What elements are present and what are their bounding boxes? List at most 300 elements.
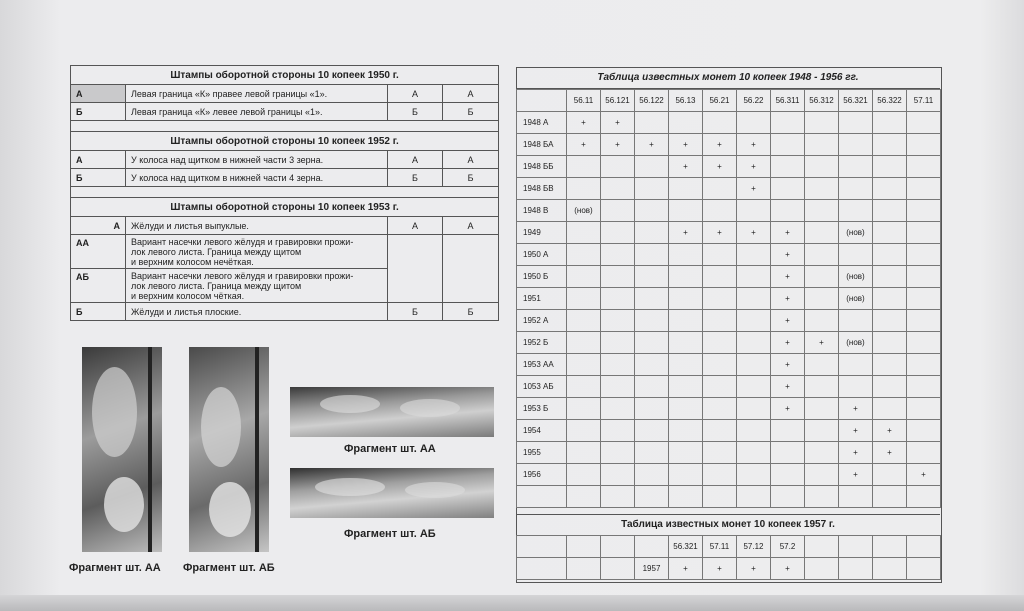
table-cell	[839, 310, 873, 332]
table-cell: +	[703, 222, 737, 244]
table-cell	[907, 398, 941, 420]
table-row	[517, 244, 941, 266]
table-cell	[839, 134, 873, 156]
table-cell	[839, 376, 873, 398]
table-cell: +	[669, 156, 703, 178]
table-cell: (нов)	[839, 266, 873, 288]
table-cell	[601, 266, 635, 288]
table-cell: +	[703, 156, 737, 178]
table-cell	[839, 244, 873, 266]
table-cell	[907, 332, 941, 354]
table-cell	[771, 420, 805, 442]
empty-row	[517, 486, 941, 508]
table-cell	[601, 244, 635, 266]
table-cell	[873, 112, 907, 134]
table-row	[71, 85, 499, 103]
table-cell	[635, 288, 669, 310]
section-1953-header	[71, 198, 499, 217]
known-coins-table	[516, 89, 941, 508]
table-cell	[567, 156, 601, 178]
table-cell: (нов)	[839, 288, 873, 310]
table-cell	[635, 310, 669, 332]
table-cell	[805, 200, 839, 222]
table-row	[71, 151, 499, 169]
table-cell: +	[839, 398, 873, 420]
table-cell	[805, 112, 839, 134]
table-row	[71, 235, 499, 269]
table-cell	[805, 222, 839, 244]
table-row	[517, 354, 941, 376]
die-value: Б	[388, 169, 443, 187]
table-row	[517, 442, 941, 464]
table-cell: +	[907, 464, 941, 486]
column-header: 56.312	[805, 90, 839, 112]
die-value: А	[443, 85, 499, 103]
table-cell: +	[771, 266, 805, 288]
table-cell: +	[703, 558, 737, 580]
column-header: 56.122	[635, 90, 669, 112]
column-header: 56.121	[601, 90, 635, 112]
table-cell	[907, 376, 941, 398]
table-cell	[805, 464, 839, 486]
table-cell	[703, 398, 737, 420]
table-cell: +	[737, 558, 771, 580]
year-cell: 1949	[517, 222, 567, 244]
table-row	[517, 134, 941, 156]
table-cell	[703, 464, 737, 486]
table-cell	[737, 266, 771, 288]
die-value: Б	[443, 303, 499, 321]
table-cell	[567, 464, 601, 486]
table-cell	[873, 332, 907, 354]
table-cell	[907, 442, 941, 464]
table-cell	[601, 288, 635, 310]
table-cell	[601, 442, 635, 464]
die-description	[126, 235, 388, 269]
table-cell	[907, 134, 941, 156]
table-cell	[601, 156, 635, 178]
table-row	[517, 112, 941, 134]
table-cell	[669, 442, 703, 464]
fragment-aa-photo	[82, 347, 162, 552]
table-cell	[873, 222, 907, 244]
table-cell: (нов)	[567, 200, 601, 222]
table-cell: +	[839, 464, 873, 486]
table-cell	[635, 420, 669, 442]
table-cell	[907, 310, 941, 332]
table-cell	[737, 442, 771, 464]
table-cell: +	[737, 156, 771, 178]
table-cell: +	[873, 442, 907, 464]
table-cell: +	[771, 376, 805, 398]
table-cell	[737, 332, 771, 354]
year-cell: 1955	[517, 442, 567, 464]
table-cell: +	[567, 134, 601, 156]
die-description: Жёлуди и листья плоские.	[126, 303, 388, 321]
table-cell	[567, 310, 601, 332]
table-cell	[703, 244, 737, 266]
table-cell	[703, 376, 737, 398]
section-title: Штампы оборотной стороны 10 копеек 1953 г.	[71, 198, 499, 217]
table-cell	[873, 200, 907, 222]
die-code: Б	[71, 303, 126, 321]
page-bottom-edge	[0, 595, 1024, 611]
column-header: 56.11	[567, 90, 601, 112]
die-value: Б	[388, 303, 443, 321]
table-cell	[635, 464, 669, 486]
column-header: 56.322	[873, 90, 907, 112]
table-cell	[669, 288, 703, 310]
table-cell	[635, 398, 669, 420]
table-cell: +	[771, 332, 805, 354]
column-header: 56.321	[669, 536, 703, 558]
corner-cell	[517, 90, 567, 112]
table-cell	[601, 310, 635, 332]
table-row	[517, 178, 941, 200]
table-cell: (нов)	[839, 222, 873, 244]
table-cell	[771, 134, 805, 156]
table-cell: +	[635, 134, 669, 156]
year-cell: 1952 Б	[517, 332, 567, 354]
table-cell	[669, 310, 703, 332]
die-value: А	[388, 217, 443, 235]
table-cell	[703, 332, 737, 354]
table-cell: +	[567, 112, 601, 134]
table-cell	[669, 112, 703, 134]
table-cell	[873, 134, 907, 156]
table-row	[517, 376, 941, 398]
table-cell	[669, 464, 703, 486]
die-value: А	[443, 151, 499, 169]
die-description: У колоса над щитком в нижней части 4 зерна.	[126, 169, 388, 187]
table-cell	[737, 310, 771, 332]
year-cell: 1950 А	[517, 244, 567, 266]
table-row	[517, 288, 941, 310]
table-cell	[907, 420, 941, 442]
table-cell: +	[601, 112, 635, 134]
coins-1957-title: Таблица известных монет 10 копеек 1957 г.	[516, 514, 940, 536]
table-cell: +	[737, 178, 771, 200]
table-cell	[805, 442, 839, 464]
fragment-ab-photo	[189, 347, 269, 552]
description-line: Вариант насечки левого жёлудя и гравировки прожи-	[131, 236, 354, 247]
year-cell: 1948 БА	[517, 134, 567, 156]
column-header: 56.22	[737, 90, 771, 112]
column-header: 56.21	[703, 90, 737, 112]
table-cell	[669, 420, 703, 442]
table-cell	[601, 376, 635, 398]
table-cell	[635, 222, 669, 244]
table-cell	[805, 288, 839, 310]
section-title: Штампы оборотной стороны 10 копеек 1952 г.	[71, 132, 499, 151]
table-cell	[873, 178, 907, 200]
table-cell: +	[669, 222, 703, 244]
table-cell: +	[771, 398, 805, 420]
year-cell: 1948 В	[517, 200, 567, 222]
coins-1957-table	[516, 535, 941, 580]
table-cell	[873, 156, 907, 178]
table-cell	[567, 398, 601, 420]
table-cell	[907, 222, 941, 244]
table-cell	[635, 266, 669, 288]
table-cell	[805, 376, 839, 398]
die-varieties-table	[70, 65, 499, 321]
table-cell: (нов)	[839, 332, 873, 354]
table-cell	[669, 398, 703, 420]
table-cell	[839, 156, 873, 178]
die-value: А	[443, 217, 499, 235]
table-cell	[635, 332, 669, 354]
column-header: 56.13	[669, 90, 703, 112]
table-cell	[873, 244, 907, 266]
table-cell	[805, 244, 839, 266]
year-cell: 1053 АБ	[517, 376, 567, 398]
table-cell	[907, 156, 941, 178]
table-cell	[669, 354, 703, 376]
table-cell: +	[873, 420, 907, 442]
description-line: Вариант насечки левого жёлудя и гравировки прожи-	[131, 270, 354, 281]
die-description: У колоса над щитком в нижней части 3 зерна.	[126, 151, 388, 169]
table-cell	[567, 332, 601, 354]
caption-fragment-aa-strip: Фрагмент шт. АА	[344, 443, 436, 455]
table-cell: +	[771, 310, 805, 332]
table-cell	[635, 354, 669, 376]
table-cell: +	[771, 222, 805, 244]
year-cell: 1948 А	[517, 112, 567, 134]
table-cell	[703, 112, 737, 134]
table-cell	[907, 178, 941, 200]
table-cell	[771, 442, 805, 464]
table-cell	[601, 398, 635, 420]
table-cell	[907, 354, 941, 376]
table-cell	[635, 156, 669, 178]
year-cell: 1948 ББ	[517, 156, 567, 178]
caption-fragment-ab-strip: Фрагмент шт. АБ	[344, 528, 436, 540]
table-cell	[601, 332, 635, 354]
die-code: АА	[71, 235, 126, 269]
table-cell	[839, 354, 873, 376]
table-cell: +	[839, 442, 873, 464]
table-cell	[737, 354, 771, 376]
die-value: А	[388, 151, 443, 169]
table-cell	[669, 200, 703, 222]
table-row	[71, 303, 499, 321]
year-cell: 1953 Б	[517, 398, 567, 420]
table-cell	[703, 442, 737, 464]
table-cell	[567, 288, 601, 310]
table-cell	[601, 200, 635, 222]
caption-fragment-aa: Фрагмент шт. АА	[69, 562, 161, 574]
table-cell: +	[771, 558, 805, 580]
table-cell	[703, 310, 737, 332]
table-cell	[907, 244, 941, 266]
year-cell: 1957	[635, 558, 669, 580]
table-cell	[567, 376, 601, 398]
die-description	[126, 269, 388, 303]
table-cell	[669, 332, 703, 354]
fragment-aa-strip-photo	[290, 387, 494, 437]
column-header: 57.12	[737, 536, 771, 558]
table-cell	[703, 354, 737, 376]
table-cell	[805, 398, 839, 420]
year-cell: 1948 БВ	[517, 178, 567, 200]
table-cell: +	[737, 222, 771, 244]
table-row	[71, 103, 499, 121]
table-row	[517, 310, 941, 332]
caption-fragment-ab: Фрагмент шт. АБ	[183, 562, 275, 574]
description-line: и верхним колосом чёткая.	[131, 290, 245, 301]
table-cell: +	[703, 134, 737, 156]
die-description: Жёлуди и листья выпуклые.	[126, 217, 388, 235]
table-cell	[567, 266, 601, 288]
table-cell	[737, 464, 771, 486]
die-description: Левая граница «К» правее левой границы «1».	[126, 85, 388, 103]
table-row	[71, 217, 499, 235]
year-cell: 1952 А	[517, 310, 567, 332]
table-cell	[771, 464, 805, 486]
column-header: 56.311	[771, 90, 805, 112]
table-cell	[567, 244, 601, 266]
table-cell: +	[669, 558, 703, 580]
table-cell	[771, 156, 805, 178]
year-cell: 1953 АА	[517, 354, 567, 376]
table-cell	[669, 266, 703, 288]
table-cell: +	[737, 134, 771, 156]
table-cell	[635, 112, 669, 134]
table-cell	[805, 178, 839, 200]
description-line: лок левого листа. Граница между щитом	[131, 246, 302, 257]
table-cell	[873, 288, 907, 310]
table-cell	[703, 200, 737, 222]
table-cell	[703, 288, 737, 310]
table-row	[517, 464, 941, 486]
table-cell	[907, 200, 941, 222]
table-cell: +	[771, 244, 805, 266]
table-cell	[873, 376, 907, 398]
table-cell	[635, 442, 669, 464]
table-cell	[873, 398, 907, 420]
table-cell	[601, 420, 635, 442]
table-cell	[635, 200, 669, 222]
table-cell: +	[771, 354, 805, 376]
table-cell	[601, 222, 635, 244]
die-code: А	[71, 217, 126, 235]
table-cell: +	[601, 134, 635, 156]
year-cell: 1950 Б	[517, 266, 567, 288]
table-cell	[737, 112, 771, 134]
table-cell	[805, 310, 839, 332]
die-code: А	[71, 151, 126, 169]
table-row	[517, 222, 941, 244]
die-code: Б	[71, 103, 126, 121]
table-header-row	[517, 90, 941, 112]
table-row	[517, 398, 941, 420]
table-cell	[873, 354, 907, 376]
table-row	[517, 200, 941, 222]
table-header-row	[517, 536, 941, 558]
die-code: АБ	[71, 269, 126, 303]
table-row	[71, 269, 499, 303]
die-code: А	[71, 85, 126, 103]
die-value: Б	[443, 103, 499, 121]
table-cell: +	[669, 134, 703, 156]
die-value: Б	[388, 103, 443, 121]
table-cell	[737, 200, 771, 222]
table-cell	[805, 134, 839, 156]
table-cell	[737, 244, 771, 266]
table-cell	[873, 266, 907, 288]
table-cell	[635, 244, 669, 266]
table-cell	[669, 244, 703, 266]
table-row	[517, 156, 941, 178]
table-cell	[669, 376, 703, 398]
table-cell	[873, 310, 907, 332]
table-cell: +	[805, 332, 839, 354]
table-cell	[771, 112, 805, 134]
section-title: Штампы оборотной стороны 10 копеек 1950 г.	[71, 66, 499, 85]
table-cell	[703, 266, 737, 288]
table-cell	[635, 376, 669, 398]
die-value: А	[388, 85, 443, 103]
table-cell	[907, 288, 941, 310]
table-cell	[737, 288, 771, 310]
table-cell	[907, 266, 941, 288]
table-cell: +	[771, 288, 805, 310]
table-row	[517, 332, 941, 354]
table-cell	[567, 178, 601, 200]
description-line: и верхним колосом нечёткая.	[131, 256, 254, 267]
die-value: Б	[443, 169, 499, 187]
year-cell: 1956	[517, 464, 567, 486]
table-cell	[771, 200, 805, 222]
table-cell	[737, 376, 771, 398]
table-cell	[635, 178, 669, 200]
table-cell	[805, 266, 839, 288]
table-cell	[601, 464, 635, 486]
table-cell	[703, 178, 737, 200]
column-header: 56.321	[839, 90, 873, 112]
description-line: лок левого листа. Граница между щитом	[131, 280, 302, 291]
fragment-ab-strip-photo	[290, 468, 494, 518]
column-header: 57.2	[771, 536, 805, 558]
table-cell: +	[839, 420, 873, 442]
table-cell	[567, 222, 601, 244]
table-row	[71, 169, 499, 187]
section-1950-header	[71, 66, 499, 85]
year-cell: 1954	[517, 420, 567, 442]
table-cell	[567, 442, 601, 464]
table-cell	[703, 420, 737, 442]
table-cell	[737, 398, 771, 420]
table-cell	[907, 112, 941, 134]
table-cell	[805, 420, 839, 442]
table-cell	[601, 178, 635, 200]
table-cell	[805, 354, 839, 376]
table-row	[517, 558, 941, 580]
table-cell	[601, 354, 635, 376]
die-description: Левая граница «К» левее левой границы «1».	[126, 103, 388, 121]
table-cell	[873, 464, 907, 486]
section-1952-header	[71, 132, 499, 151]
die-code: Б	[71, 169, 126, 187]
known-coins-title: Таблица известных монет 10 копеек 1948 - 1956 гг.	[516, 68, 940, 89]
year-cell: 1951	[517, 288, 567, 310]
table-cell	[839, 200, 873, 222]
table-row	[517, 266, 941, 288]
column-header: 57.11	[703, 536, 737, 558]
column-header: 57.11	[907, 90, 941, 112]
table-cell	[669, 178, 703, 200]
